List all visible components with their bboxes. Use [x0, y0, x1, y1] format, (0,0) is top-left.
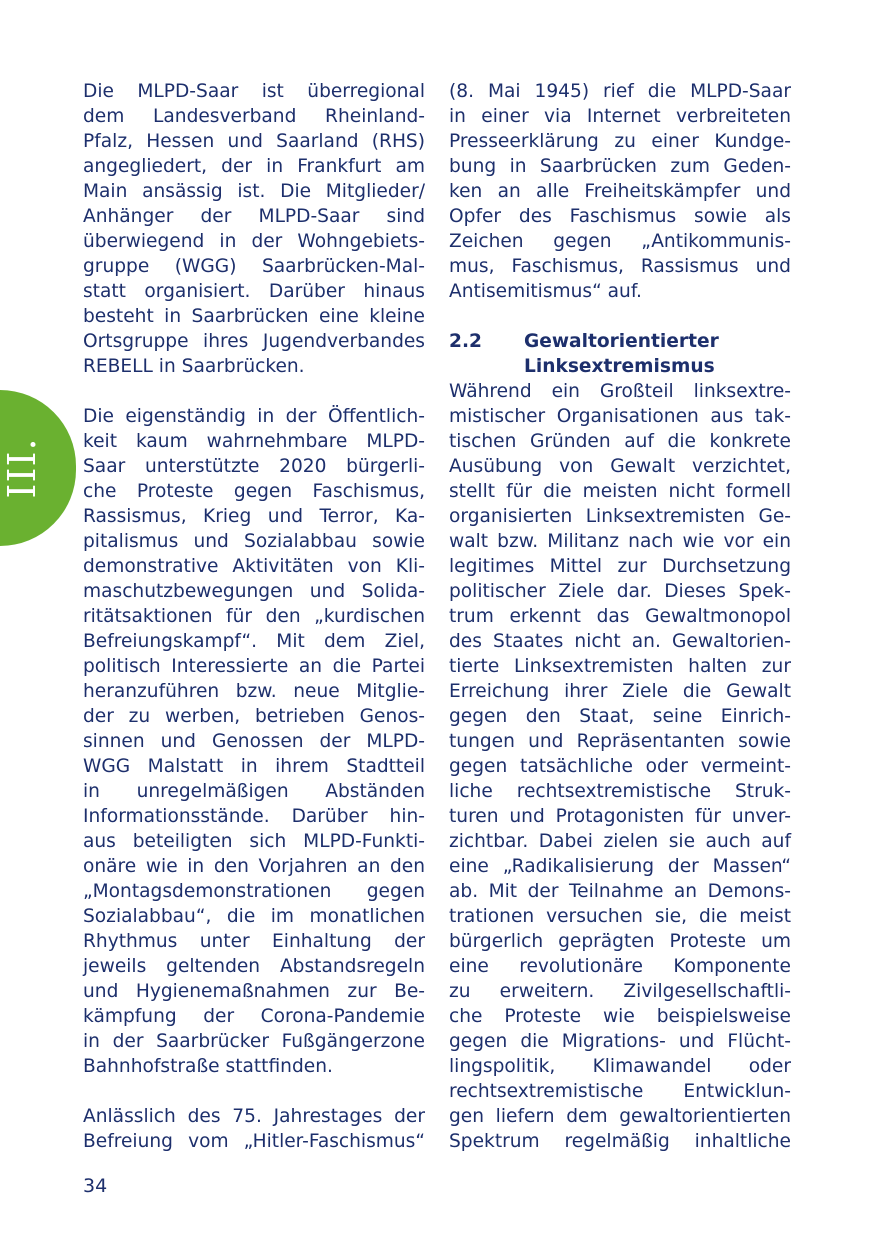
text-line: Ortsgruppe ihres Jugendverbandes — [83, 331, 425, 352]
page-number: 34 — [83, 1175, 108, 1197]
text-line: Spektrum regelmäßig inhaltliche — [449, 1131, 791, 1152]
text-line: politischer Ziele dar. Dieses Spek- — [449, 581, 791, 602]
text-line: ab. Mit der Teilnahme an Demons- — [449, 881, 791, 902]
text-line: in einer via Internet verbreiteten — [449, 106, 791, 127]
section-heading — [449, 329, 791, 379]
text-line: Die MLPD-Saar ist überregional — [83, 81, 425, 102]
text-line: ken an alle Freiheitskämpfer und — [449, 181, 791, 202]
text-line: in unregelmäßigen Abständen — [83, 781, 425, 802]
text-line: besteht in Saarbrücken eine kleine — [83, 306, 425, 327]
text-line: mistischer Organisationen aus tak- — [449, 406, 791, 427]
text-line: tierte Linksextremisten halten zur — [449, 656, 791, 677]
text-line: Zeichen gegen „Antikommunis- — [449, 231, 791, 252]
text-line: dem Landesverband Rheinland- — [83, 106, 425, 127]
text-line: des Staates nicht an. Gewaltorien- — [449, 631, 791, 652]
text-line: tungen und Repräsentanten sowie — [449, 731, 791, 752]
text-line: Die eigenständig in der Öffentlich- — [83, 406, 425, 427]
text-line: Befreiungskampf“. Mit dem Ziel, — [83, 631, 425, 652]
text-line: zichtbar. Dabei zielen sie auch auf — [449, 831, 791, 852]
text-line: pitalismus und Sozialabbau sowie — [83, 531, 425, 552]
text-line: Sozialabbau“, die im monatlichen — [83, 906, 425, 927]
text-line: Befreiung vom „Hitler-Faschismus“ — [83, 1131, 425, 1152]
right-column — [449, 79, 791, 1154]
text-line: maschutzbewegungen und Solida- — [83, 581, 425, 602]
text-line: Informationsstände. Darüber hin- — [83, 806, 425, 827]
text-line: Opfer des Faschismus sowie als — [449, 206, 791, 227]
text-line: che Proteste wie beispielsweise — [449, 1006, 791, 1027]
text-line: statt organisiert. Darüber hinaus — [83, 281, 425, 302]
text-line: Anlässlich des 75. Jahrestages der — [83, 1106, 425, 1127]
text-line: der zu werben, betrieben Genos- — [83, 706, 425, 727]
text-line: eine revolutionäre Komponente — [449, 956, 791, 977]
text-line: che Proteste gegen Faschismus, — [83, 481, 425, 502]
text-line: Während ein Großteil linksextre- — [449, 381, 791, 402]
text-line: bürgerlich geprägten Proteste um — [449, 931, 791, 952]
text-line: zu erweitern. Zivilgesellschaftli- — [449, 981, 791, 1002]
text-line: sinnen und Genossen der MLPD- — [83, 731, 425, 752]
text-line: gegen den Staat, seine Einrich- — [449, 706, 791, 727]
text-line: überwiegend in der Wohngebiets- — [83, 231, 425, 252]
text-line: (8. Mai 1945) rief die MLPD-Saar — [449, 81, 791, 102]
text-line: Rhythmus unter Einhaltung der — [83, 931, 425, 952]
text-line: rechtsextremistische Entwicklun- — [449, 1081, 791, 1102]
text-line: gegen die Migrations- und Flücht- — [449, 1031, 791, 1052]
paragraph — [83, 1104, 425, 1154]
paragraph — [83, 404, 425, 1079]
section-title-line1: Gewaltorientierter — [524, 331, 719, 352]
text-line: legitimes Mittel zur Durchsetzung — [449, 556, 791, 577]
text-line: stellt für die meisten nicht formell — [449, 481, 791, 502]
text-line: trationen versuchen sie, die meist — [449, 906, 791, 927]
text-line: Erreichung ihrer Ziele die Gewalt — [449, 681, 791, 702]
text-line: und Hygienemaßnahmen zur Be- — [83, 981, 425, 1002]
text-line: gruppe (WGG) Saarbrücken-Mal- — [83, 256, 425, 277]
text-line: heranzuführen bzw. neue Mitglie- — [83, 681, 425, 702]
text-line: Rassismus, Krieg und Terror, Ka- — [83, 506, 425, 527]
right-column-body — [449, 379, 791, 1154]
text-line: Saar unterstützte 2020 bürgerli- — [83, 456, 425, 477]
text-line: ritätsaktionen für den „kurdischen — [83, 606, 425, 627]
text-line: bung in Saarbrücken zum Geden- — [449, 156, 791, 177]
section-title-line2: Linksextremismus — [524, 356, 715, 377]
text-line: walt bzw. Militanz nach wie vor ein — [449, 531, 791, 552]
text-line: angegliedert, der in Frankfurt am — [83, 156, 425, 177]
text-line: onäre wie in den Vorjahren an den — [83, 856, 425, 877]
text-line: Antisemitismus“ auf. — [449, 281, 642, 302]
text-line: Pfalz, Hessen und Saarland (RHS) — [83, 131, 425, 152]
text-line: tischen Gründen auf die konkrete — [449, 431, 791, 452]
text-line: Bahnhofstraße stattfinden. — [83, 1056, 333, 1077]
paragraph — [83, 79, 425, 379]
text-line: Main ansässig ist. Die Mitglieder/ — [83, 181, 425, 202]
text-line: mus, Faschismus, Rassismus und — [449, 256, 791, 277]
text-line: in der Saarbrücker Fußgängerzone — [83, 1031, 425, 1052]
text-line: Presseerklärung zu einer Kundge- — [449, 131, 791, 152]
text-line: WGG Malstatt in ihrem Stadtteil — [83, 756, 425, 777]
text-line: gen liefern dem gewaltorientierten — [449, 1106, 791, 1127]
left-column — [83, 79, 425, 1154]
text-line: lingspolitik, Klimawandel oder — [449, 1056, 791, 1077]
text-line: „Montagsdemonstrationen gegen — [83, 881, 425, 902]
text-line: jeweils geltenden Abstandsregeln — [83, 956, 425, 977]
text-line: aus beteiligten sich MLPD-Funkti- — [83, 831, 425, 852]
text-line: organisierten Linksextremisten Ge- — [449, 506, 791, 527]
text-line: REBELL in Saarbrücken. — [83, 356, 305, 377]
text-line: keit kaum wahrnehmbare MLPD- — [83, 431, 425, 452]
text-line: kämpfung der Corona-Pandemie — [83, 1006, 425, 1027]
text-line: gegen tatsächliche oder vermeint- — [449, 756, 791, 777]
text-line: demonstrative Aktivitäten von Kli- — [83, 556, 425, 577]
text-line: liche rechtsextremistische Struk- — [449, 781, 791, 802]
text-line: Anhänger der MLPD-Saar sind — [83, 206, 425, 227]
section-number: 2.2 — [449, 331, 482, 352]
right-column-intro — [449, 79, 791, 304]
text-line: eine „Radikalisierung der Massen“ — [449, 856, 791, 877]
text-line: politisch Interessierte an die Partei — [83, 656, 425, 677]
text-line: Ausübung von Gewalt verzichtet, — [449, 456, 791, 477]
chapter-label: III. — [0, 437, 44, 499]
text-line: trum erkennt das Gewaltmonopol — [449, 606, 791, 627]
text-line: turen und Protagonisten für unver- — [449, 806, 791, 827]
